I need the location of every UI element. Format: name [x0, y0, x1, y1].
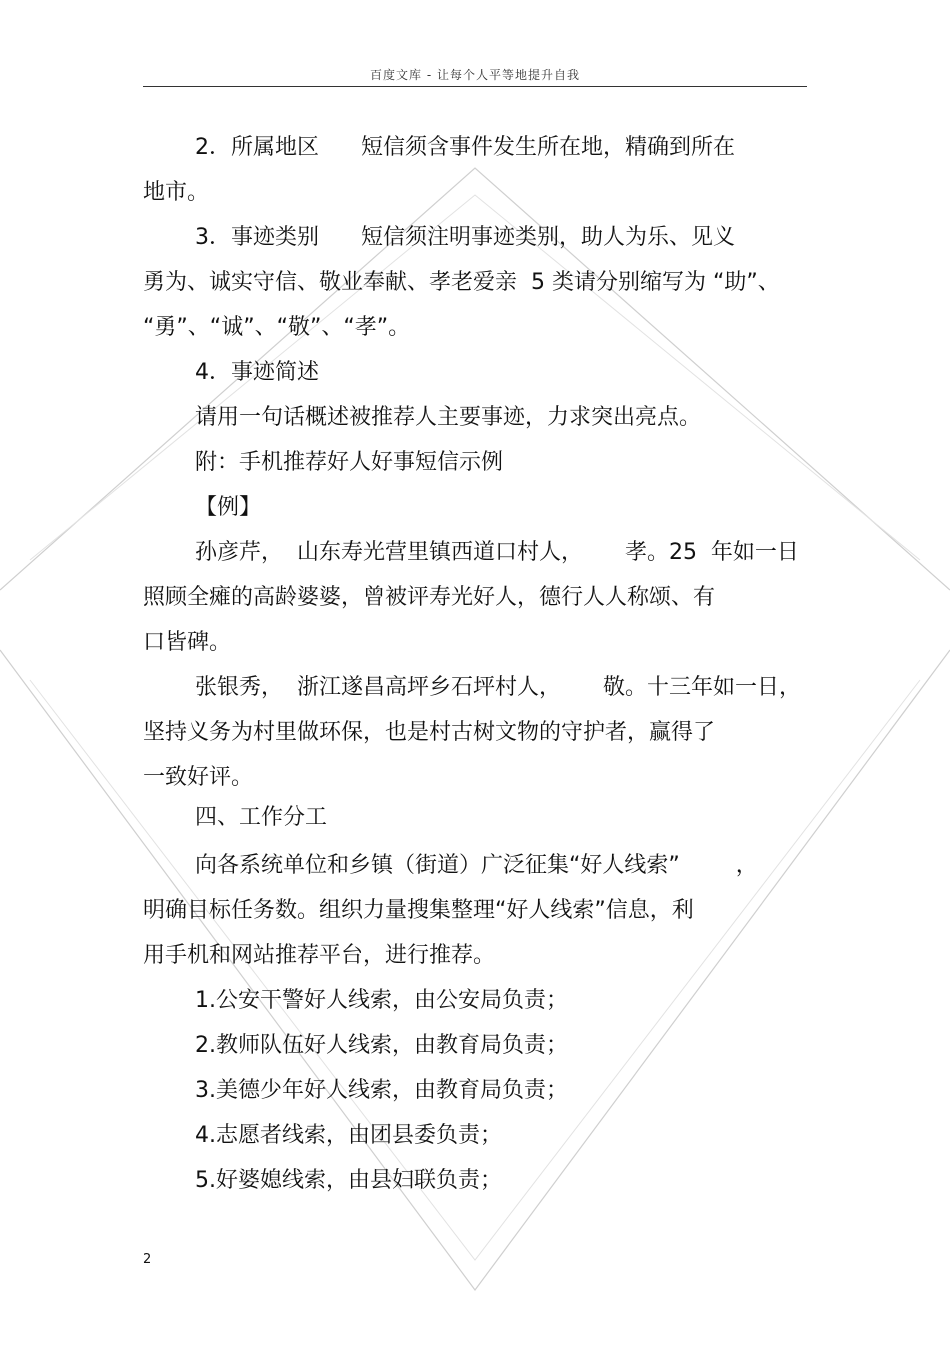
body-line: 一致好评。 — [143, 765, 254, 790]
list-item: 2.教师队伍好人线索，由教育局负责； — [195, 1033, 568, 1058]
page-header: 百度文库 - 让每个人平等地提升自我 — [370, 68, 580, 82]
list-item: 5.好婆媳线索，由县妇联负责； — [195, 1168, 502, 1193]
body-line: 地市。 — [143, 180, 210, 205]
list-item: 4.志愿者线索，由团县委负责； — [195, 1123, 502, 1148]
body-line: 明确目标任务数。组织力量搜集整理“好人线索”信息，利 — [143, 898, 694, 923]
body-line: 勇为、诚实守信、敬业奉献、孝老爱亲 5 类请分别缩写为 “助”、 — [143, 270, 780, 295]
example-label: 【例】 — [195, 495, 262, 520]
header-rule — [143, 86, 807, 87]
section-heading: 4．事迹简述 — [195, 360, 319, 385]
body-line: 张银秀， 浙江遂昌高坪乡石坪村人， 敬。十三年如一日， — [195, 675, 801, 700]
body-line: 坚持义务为村里做环保，也是村古树文物的守护者，赢得了 — [143, 720, 716, 745]
page-number: 2 — [143, 1252, 152, 1267]
body-line: “勇”、“诚”、“敬”、“孝”。 — [143, 315, 411, 340]
body-line: 2．所属地区 短信须含事件发生所在地，精确到所在 — [195, 135, 735, 160]
list-item: 3.美德少年好人线索，由教育局负责； — [195, 1078, 568, 1103]
body-line: 照顾全瘫的高龄婆婆，曾被评寿光好人，德行人人称颂、有 — [143, 585, 716, 610]
body-line: 附：手机推荐好人好事短信示例 — [195, 450, 504, 475]
body-line: 口皆碑。 — [143, 630, 232, 655]
list-item: 1.公安干警好人线索，由公安局负责； — [195, 988, 568, 1013]
body-line: 向各系统单位和乡镇（街道）广泛征集“好人线索” ， — [195, 853, 758, 878]
body-line: 3．事迹类别 短信须注明事迹类别，助人为乐、见义 — [195, 225, 735, 250]
body-line: 用手机和网站推荐平台，进行推荐。 — [143, 943, 496, 968]
body-line: 孙彦芹， 山东寿光营里镇西道口村人， 孝。25 年如一日 — [195, 540, 799, 565]
section-heading: 四、工作分工 — [195, 805, 328, 830]
body-line: 请用一句话概述被推荐人主要事迹，力求突出亮点。 — [195, 405, 702, 430]
